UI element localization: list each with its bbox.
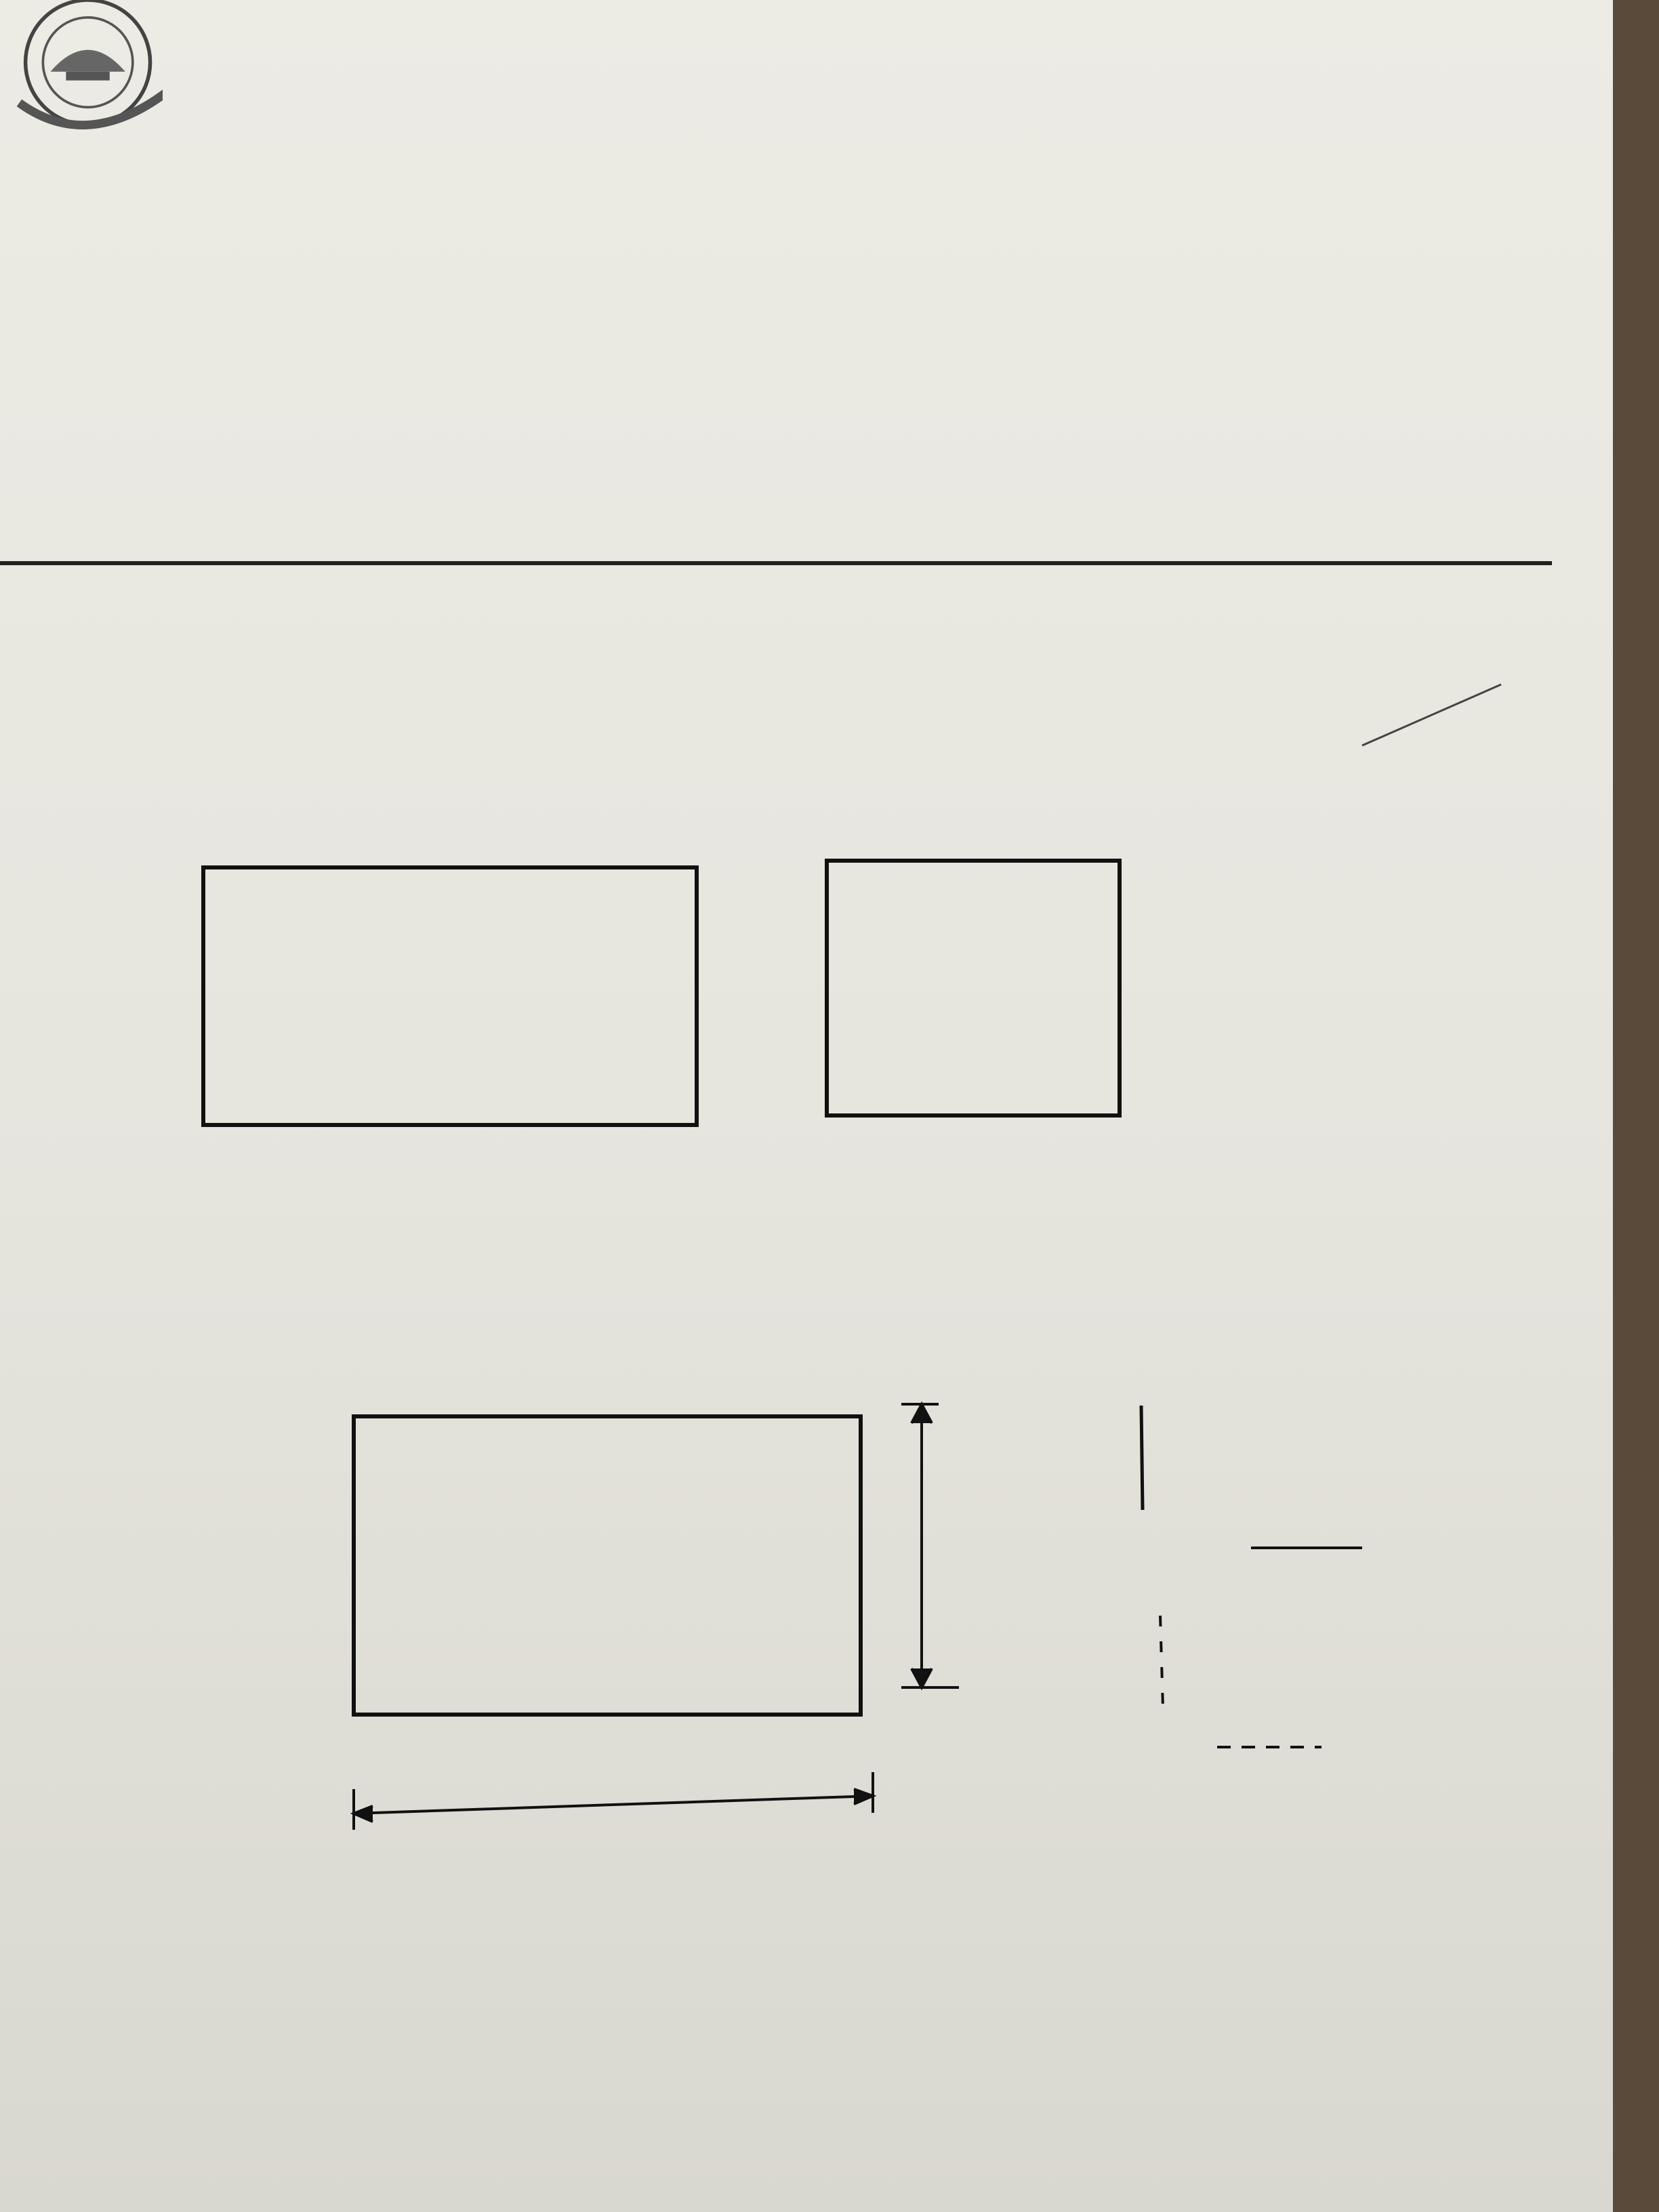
legend-dashed-vertical <box>1160 1616 1163 1708</box>
width-dimension-line <box>354 1796 873 1814</box>
legend-solid-vertical <box>1141 1406 1143 1510</box>
isotropic-slab <box>354 1416 861 1715</box>
